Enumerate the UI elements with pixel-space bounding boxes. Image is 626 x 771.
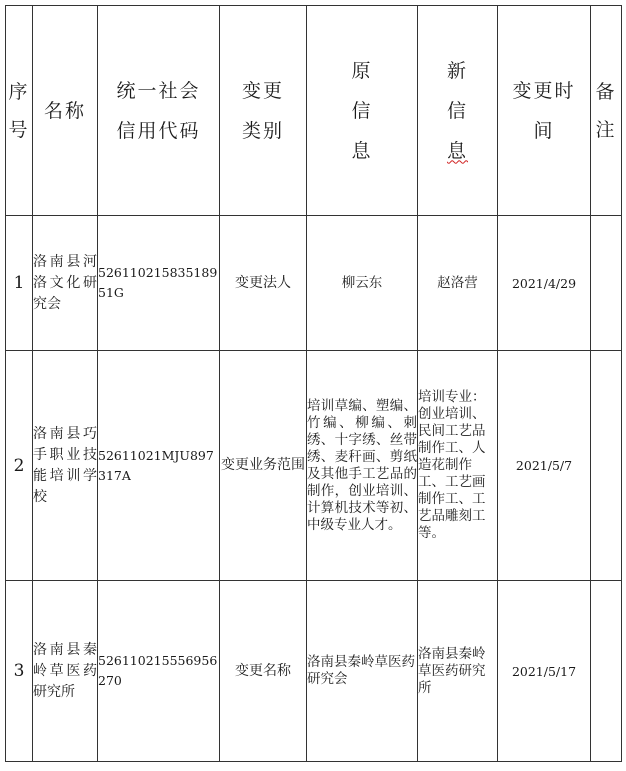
header-seq-line-1: 序 [8, 80, 30, 103]
header-type-line-2: 类别 [241, 119, 284, 142]
header-old-line-3: 息 [351, 139, 373, 162]
header-old-line-1: 原 [351, 59, 373, 82]
header-remark-line-2: 注 [595, 118, 617, 141]
seq-cell: 2 [6, 351, 33, 581]
header-old-line-2: 信 [351, 99, 373, 122]
new-info-cell: 洛南县秦岭草医药研究所 [418, 581, 498, 762]
header-date-line-1: 变更时 [512, 79, 576, 102]
remark-cell [591, 351, 622, 581]
header-code [98, 6, 220, 216]
header-seq [6, 6, 33, 216]
change-type-cell: 变更业务范围 [220, 351, 307, 581]
table-row [6, 581, 622, 762]
change-type-cell: 变更名称 [220, 581, 307, 762]
code-cell: 52611021583518951G [98, 216, 220, 351]
header-old-info [307, 6, 418, 216]
change-date-cell: 2021/4/29 [498, 216, 591, 351]
table-row [6, 216, 622, 351]
name-cell: 洛南县河洛文化研究会 [33, 216, 98, 351]
header-new-line-2: 信 [446, 99, 468, 122]
new-info-cell: 赵洛营 [418, 216, 498, 351]
header-code-line-2: 信用代码 [116, 119, 201, 142]
change-type-cell: 变更法人 [220, 216, 307, 351]
name-cell: 洛南县秦岭草医药研究所 [33, 581, 98, 762]
code-cell: 526110215556956270 [98, 581, 220, 762]
new-info-cell: 培训专业：创业培训、民间工艺品制作工、人造花制作工、工艺画制作工、工艺品雕刻工等。 [418, 351, 498, 581]
header-date-line-2: 间 [533, 119, 555, 142]
header-remark-line-1: 备 [595, 80, 617, 103]
seq-cell: 1 [6, 216, 33, 351]
header-type-line-1: 变更 [241, 79, 284, 102]
change-record-table [5, 5, 622, 762]
header-name-line-1: 名称 [43, 99, 86, 122]
code-cell: 52611021MJU897317A [98, 351, 220, 581]
header-remark [591, 6, 622, 216]
old-info-cell: 培训草编、塑编、竹编、柳编、刺绣、十字绣、丝带绣、麦秆画、剪纸及其他手工艺品的制作，创业培训、计算机技术等初、中级专业人才。 [307, 351, 418, 581]
header-new-line-1: 新 [446, 59, 468, 82]
name-cell: 洛南县巧手职业技能培训学校 [33, 351, 98, 581]
header-date [498, 6, 591, 216]
header-row [6, 6, 622, 216]
header-code-line-1: 统一社会 [116, 79, 201, 102]
remark-cell [591, 581, 622, 762]
header-name [33, 6, 98, 216]
old-info-cell: 柳云东 [307, 216, 418, 351]
change-date-cell: 2021/5/7 [498, 351, 591, 581]
header-seq-line-2: 号 [8, 118, 30, 141]
header-type [220, 6, 307, 216]
old-info-cell: 洛南县秦岭草医药研究会 [307, 581, 418, 762]
table-row [6, 351, 622, 581]
header-new-info [418, 6, 498, 216]
change-date-cell: 2021/5/17 [498, 581, 591, 762]
remark-cell [591, 216, 622, 351]
seq-cell: 3 [6, 581, 33, 762]
header-new-line-3: 息 [446, 139, 468, 162]
